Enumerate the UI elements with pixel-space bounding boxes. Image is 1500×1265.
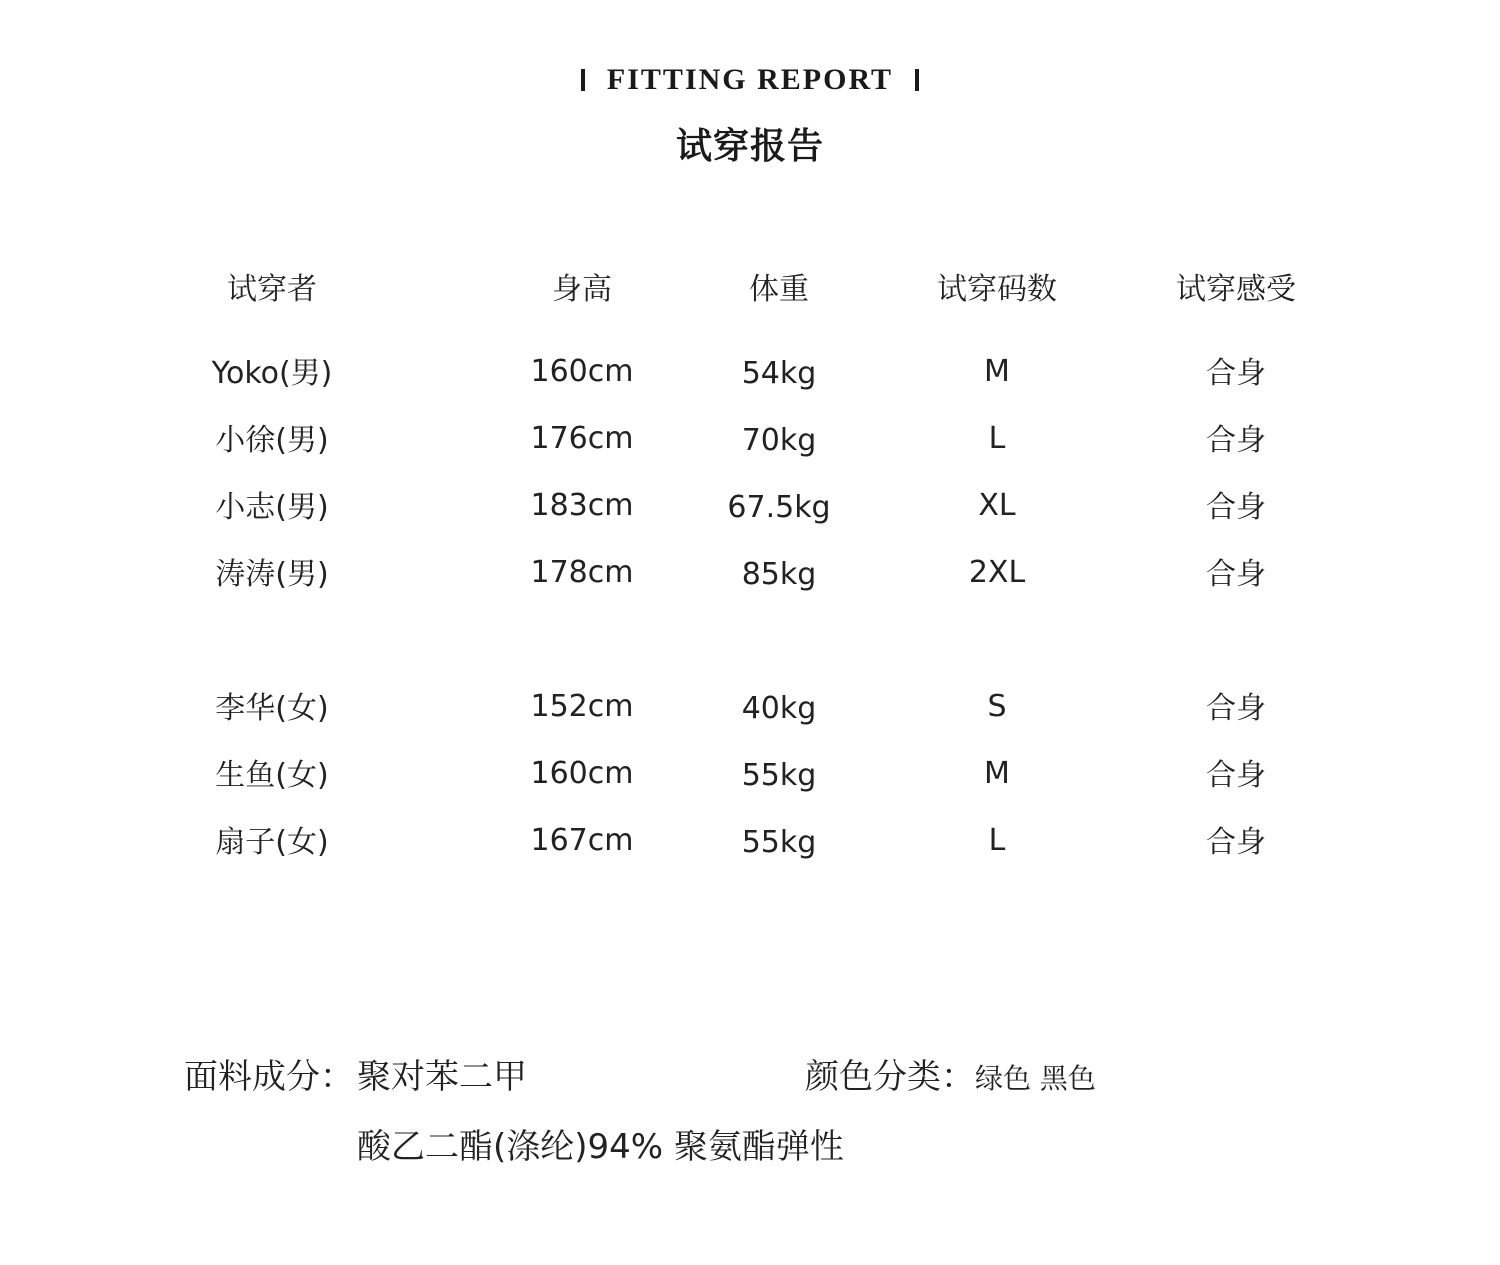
table-cell-feeling: 合身 <box>1206 691 1266 726</box>
fabric-label: 面料成分： <box>184 1057 354 1097</box>
table-cell-size: M <box>984 756 1010 791</box>
header-height: 身高 <box>552 272 612 307</box>
table-cell-size: L <box>988 421 1006 456</box>
table-cell-feeling: 合身 <box>1206 490 1266 525</box>
table-cell-size: S <box>987 689 1007 724</box>
table-cell-weight: 85kg <box>741 557 817 592</box>
table-cell-weight: 70kg <box>741 423 817 458</box>
table-cell-weight: 67.5kg <box>727 490 831 525</box>
table-cell-feeling: 合身 <box>1206 557 1266 592</box>
table-cell-height: 160cm <box>530 756 634 791</box>
title-en: FITTING REPORT <box>606 63 894 96</box>
table-cell-tester: 李华(女) <box>215 691 329 726</box>
table-cell-tester: Yoko(男) <box>211 356 333 391</box>
color-label: 颜色分类： <box>805 1057 975 1097</box>
header-size: 试穿码数 <box>937 272 1057 307</box>
table-cell-weight: 54kg <box>741 356 817 391</box>
table-cell-weight: 55kg <box>741 758 817 793</box>
color-value: 绿色 黑色 <box>975 1062 1096 1095</box>
title-right-bar <box>915 69 919 91</box>
table-cell-weight: 40kg <box>741 691 817 726</box>
header-feeling: 试穿感受 <box>1176 272 1296 307</box>
table-cell-feeling: 合身 <box>1206 356 1266 391</box>
table-cell-size: M <box>984 354 1010 389</box>
table-cell-tester: 生鱼(女) <box>215 758 329 793</box>
header-weight: 体重 <box>749 272 809 307</box>
table-cell-height: 160cm <box>530 354 634 389</box>
table-cell-feeling: 合身 <box>1206 825 1266 860</box>
table-cell-height: 178cm <box>530 555 634 590</box>
table-cell-tester: 涛涛(男) <box>215 557 329 592</box>
table-cell-height: 167cm <box>530 823 634 858</box>
header-tester: 试穿者 <box>227 272 317 307</box>
table-cell-size: 2XL <box>968 555 1026 590</box>
title-cn: 试穿报告 <box>675 126 824 167</box>
table-cell-size: XL <box>978 488 1016 523</box>
table-cell-feeling: 合身 <box>1206 758 1266 793</box>
table-cell-weight: 55kg <box>741 825 817 860</box>
title-left-bar <box>581 69 585 91</box>
fabric-line-1: 聚对苯二甲 <box>357 1057 527 1097</box>
report-header <box>0 60 1500 169</box>
table-cell-height: 176cm <box>530 421 634 456</box>
fabric-line-2: 酸乙二酯(涤纶)94% 聚氨酯弹性 <box>357 1127 844 1167</box>
table-cell-size: L <box>988 823 1006 858</box>
table-cell-tester: 小徐(男) <box>215 423 329 458</box>
table-cell-tester: 扇子(女) <box>215 825 329 860</box>
table-cell-feeling: 合身 <box>1206 423 1266 458</box>
table-cell-height: 183cm <box>530 488 634 523</box>
table-cell-tester: 小志(男) <box>215 490 329 525</box>
table-cell-height: 152cm <box>530 689 634 724</box>
title-en-wrapper <box>581 60 919 100</box>
